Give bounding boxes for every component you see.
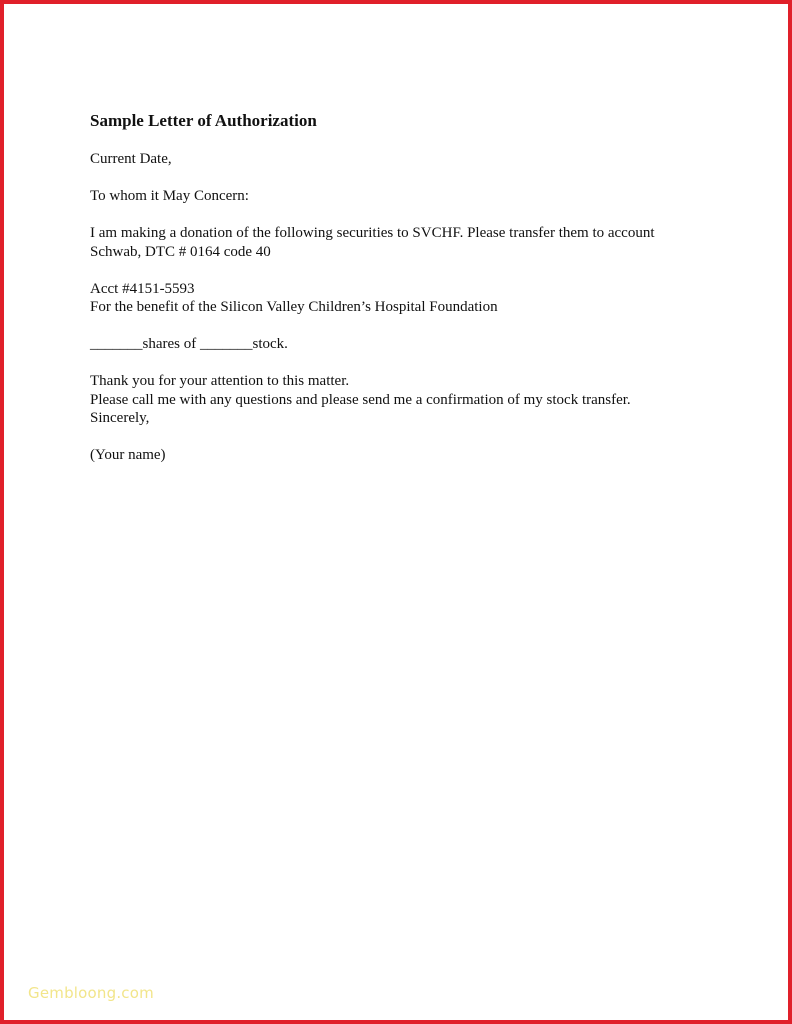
account-line: Acct #4151-5593	[90, 280, 195, 297]
account-paragraph	[90, 280, 730, 317]
signature-line: (Your name)	[90, 447, 166, 463]
benefit-line: For the benefit of the Silicon Valley Children’s Hospital Foundation	[90, 299, 498, 315]
salutation-line: To whom it May Concern:	[90, 188, 249, 204]
request-line: Please call me with any questions and please send me a confirmation of my stock transfer.	[90, 391, 631, 408]
closing-line: Sincerely,	[90, 410, 150, 426]
letter-title: Sample Letter of Authorization	[90, 111, 317, 130]
thanks-line: Thank you for your attention to this matter.	[90, 373, 350, 389]
salutation-paragraph	[90, 187, 730, 206]
signature-paragraph	[90, 446, 730, 465]
date-line: Current Date,	[90, 151, 172, 167]
letter-body	[90, 110, 730, 483]
shares-paragraph	[90, 335, 730, 354]
date-paragraph	[90, 150, 730, 169]
donation-line-2: Schwab, DTC # 0164 code 40	[90, 243, 271, 260]
watermark: Gembloong.com	[28, 984, 154, 1002]
donation-paragraph	[90, 224, 730, 261]
closing-paragraph	[90, 372, 730, 428]
shares-line: _______shares of _______stock.	[90, 336, 288, 352]
donation-line-1: I am making a donation of the following securities to SVCHF. Please transfer them to account	[90, 225, 655, 241]
